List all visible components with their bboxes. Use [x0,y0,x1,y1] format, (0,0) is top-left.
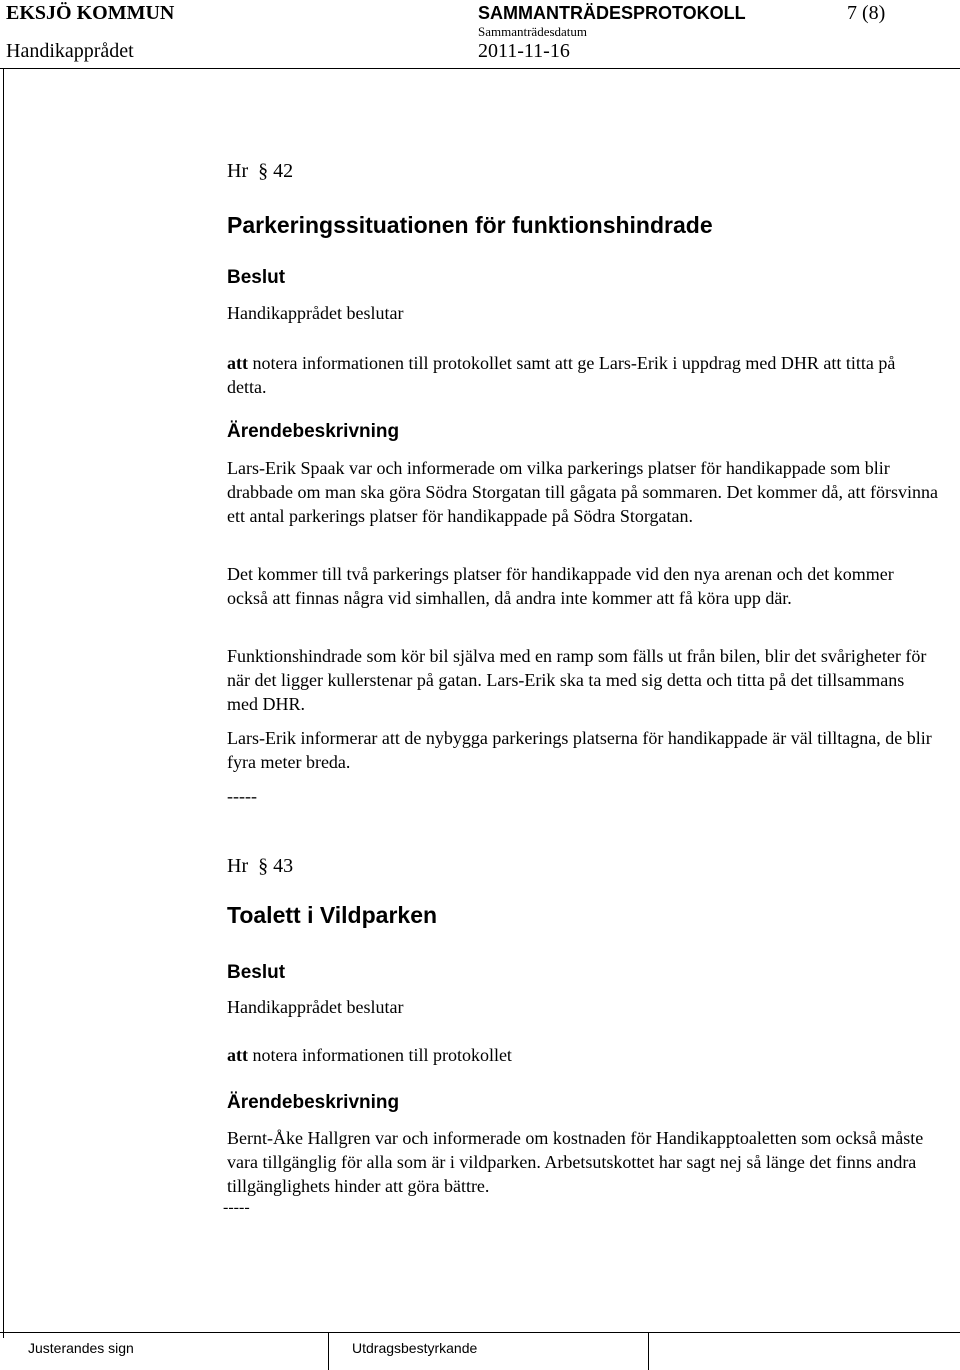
date-label: Sammanträdesdatum [478,24,588,39]
arende-heading: Ärendebeskrivning [227,1092,400,1113]
page-number: 7 (8) [847,2,886,24]
section-separator: ----- [227,786,257,806]
decision-text: att notera informationen till protokollet samt att ge Lars-Erik i uppdrag med DHR att titta på detta. [227,353,896,397]
body-paragraph: Bernt-Åke Hallgren var och informerade om kostnaden för Handikapptoaletten som också måste vara tillgänglig för alla som är i vildparken. Arbetsutskottet har sagt nej så länge det finns andra tillgänglighets hinder att göra bättre. [227,1128,924,1196]
utdragsbestyrkande: Utdragsbestyrkande [352,1340,478,1356]
beslut-heading: Beslut [227,267,286,288]
beslut-intro: Handikapprådet beslutar [227,303,404,323]
meeting-date: 2011-11-16 [478,40,570,62]
org-name: EKSJÖ KOMMUN [6,2,175,24]
paragraph-symbol: § [258,855,269,877]
header-divider [0,68,960,69]
section-number-42: Hr § 42 [227,160,294,182]
decision-text: att notera informationen till protokollet [227,1045,512,1065]
footer-separator [328,1332,329,1370]
doc-type: SAMMANTRÄDESPROTOKOLL [478,3,746,23]
body-paragraph: Lars-Erik informerar att de nybygga parkerings platserna för handikappade är väl tilltagna, de blir fyra meter breda. [227,728,932,772]
beslut-intro: Handikapprådet beslutar [227,997,404,1017]
paragraph-symbol: § [258,160,269,182]
section-title-42: Parkeringssituationen för funktionshindrade [227,212,713,238]
body-paragraph: Funktionshindrade som kör bil själva med en ramp som fälls ut från bilen, blir det svårigheter för när det ligger kullerstenar på gatan. Lars-Erik ska ta med sig detta och titta på det tillsammans med DHR. [227,646,927,714]
section-separator: ----- [223,1199,250,1216]
footer-separator [648,1332,649,1370]
footer-divider [0,1332,960,1333]
section-number-43: Hr § 43 [227,855,294,877]
left-margin-line [3,68,4,1338]
committee-name: Handikapprådet [6,40,134,62]
section-title-43: Toalett i Vildparken [227,902,438,928]
arende-heading: Ärendebeskrivning [227,421,400,442]
justerandes-sign: Justerandes sign [28,1340,134,1356]
beslut-heading: Beslut [227,962,286,983]
body-paragraph: Lars-Erik Spaak var och informerade om vilka parkerings platser för handikappade som blir drabbade om man ska göra Södra Storgatan till gågata på sommaren. Det kommer då, att försvinna ett antal parkerings platser för handikappade på Södra Storgatan. [227,458,938,526]
body-paragraph: Det kommer till två parkerings platser för handikappade vid den nya arenan och det kommer också att finnas några vid simhallen, då andra inte kommer att få köra upp där. [227,564,894,608]
